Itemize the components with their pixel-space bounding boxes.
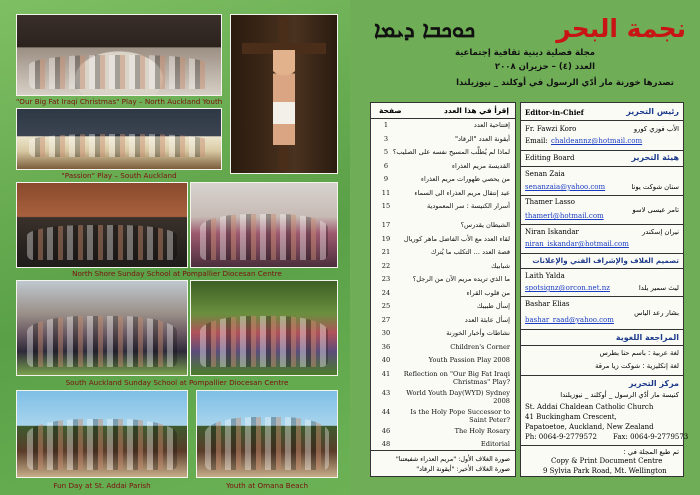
contents-page-number: 48: [381, 440, 391, 448]
contents-row: [371, 233, 515, 247]
contents-row: [371, 368, 515, 387]
contents-page-heading: صفحة: [379, 106, 402, 115]
contents-page-number: 3: [383, 134, 389, 143]
contents-item-title: The Holy Rosary: [454, 426, 510, 435]
address-line-1: St. Addai Chaldean Catholic Church: [525, 403, 654, 411]
contents-item-title: قصة العدد ... التكلب ما يُترك: [430, 248, 510, 256]
contents-box: [370, 102, 516, 477]
fax-number: Fax: 0064-9-2779573: [613, 433, 689, 441]
arabic-reviewer: لغة عربية : باسم حنا بطرس: [599, 349, 679, 357]
contents-page-number: 46: [381, 426, 391, 435]
front-cover-note: صورة الغلاف الأول: "مريم العذراء شفيعتنا": [395, 455, 510, 463]
contents-item-title: أسرار الكنيسة : سر المعمودية: [426, 202, 510, 210]
issue-number: العدد (٤) – حزيران ٢٠٠٨: [494, 62, 595, 72]
contents-item-title: الشيطان يقدرس؟: [460, 221, 510, 229]
contents-page-number: 44: [381, 407, 391, 416]
editor-email-link[interactable]: chaldeannz@hotmail.com: [551, 137, 643, 145]
publisher-line: تصدرها خورنة مار أدّي الرسول في أوكلند _ نيوزيلندا: [456, 78, 674, 88]
contents-row: [371, 246, 515, 260]
cover-notes: [371, 450, 515, 476]
contents-page-number: 27: [381, 315, 391, 324]
contents-row: [371, 314, 515, 328]
contents-row: [371, 260, 515, 274]
magazine-subtitle: مجلة فصلية دينية ثقافية إجتماعية: [454, 48, 595, 58]
contents-page-number: 23: [381, 275, 391, 283]
editor-heading-en: Editor-in-Chief: [525, 108, 584, 117]
designer-1-email[interactable]: spotsignz@orcon.net.nz: [525, 284, 610, 292]
contents-page-number: 19: [381, 234, 391, 243]
address-line-2: 41 Buckingham Crescent,: [525, 413, 617, 421]
contents-row: [371, 146, 515, 160]
designer-1-ar: ليث سمير يلدا: [638, 284, 679, 292]
contents-row: [371, 300, 515, 314]
contents-row: [371, 119, 515, 133]
editor-email-label: Email:: [525, 137, 548, 145]
contents-item-title: أيقونة العدد "الرقاد": [454, 134, 510, 143]
editorial-centre-church: كنيسة مار أدّي الرسول _ أوكلند _ نيوزيلندا: [560, 391, 679, 399]
phone-number: Ph: 0064-9-2779572: [525, 433, 597, 441]
contents-item-title: World Youth Day(WYD) Sydney 2008: [406, 388, 510, 405]
contents-page-number: 15: [381, 202, 391, 210]
contents-item-title: ما الذي تريده مريم الآن من الرجل؟: [412, 275, 510, 283]
contents-item-title: Editorial: [480, 440, 510, 448]
contents-row: [371, 425, 515, 439]
member-1-ar: سنان شوكت يونا: [631, 183, 679, 191]
contents-row: [371, 327, 515, 341]
arabic-title: نجمة البحر: [556, 14, 686, 43]
editor-name-ar: الأب فوزي كورو: [633, 125, 679, 133]
contents-item-title: Reflection on "Our Big Fat Iraqi Christmas" Play?: [403, 369, 510, 386]
english-reviewer: لغة إنكليزية : شوكت زيا مرقة: [595, 362, 679, 370]
contents-row: [371, 273, 515, 287]
contents-item-title: القديسة مريم العذراء: [451, 161, 510, 170]
photo-passion-play: [16, 108, 222, 170]
contents-item-title: شبابيك: [491, 261, 510, 270]
contents-page-number: 21: [381, 248, 391, 256]
contents-item-title: إسأل طبيبك: [476, 302, 510, 310]
member-2-en: Thamer Lasso: [525, 198, 575, 206]
member-3-en: Niran Iskandar: [525, 228, 579, 236]
designer-2-email[interactable]: bashar_raad@yahoo.com: [525, 316, 614, 324]
contents-row: [371, 354, 515, 368]
member-2-ar: تامر عيسى لاسو: [632, 206, 679, 214]
syriac-title: ܟܘܟܒܐ ܕܝܡܐ: [374, 18, 476, 43]
designer-2-ar: بشار رعد الياس: [634, 309, 679, 317]
contents-page-number: 30: [381, 329, 391, 337]
caption-passion-play: "Passion" Play – South Auckland: [61, 171, 177, 180]
printing-heading: تم طبع المجلة في :: [623, 448, 679, 456]
contents-row: [371, 341, 515, 355]
language-review-heading: المراجعة اللغوية: [615, 333, 679, 342]
editor-heading-ar: رئيس التحرير: [626, 107, 679, 116]
member-3-ar: نيران إسكندر: [642, 228, 679, 236]
staff-box: [520, 102, 689, 477]
printer-name: Copy & Print Document Centre: [551, 457, 663, 465]
contents-title: إقرأ في هذا العدد: [444, 106, 509, 115]
contents-item-title: لماذا لم يُطلَّب المسيح نفسه على الصليب؟: [392, 148, 510, 156]
photo-christmas-play: [16, 14, 222, 96]
contents-page-number: 22: [381, 261, 391, 270]
contents-page-number: 40: [381, 356, 391, 364]
contents-page-number: 5: [383, 148, 389, 156]
caption-south-auckland: South Auckland Sunday School at Pompallier Diocesan Centre: [65, 378, 289, 387]
contents-item-title: Children's Corner: [450, 342, 510, 351]
contents-list: [371, 119, 515, 452]
contents-page-number: 1: [383, 121, 389, 129]
contents-item-title: من قلوب القراء: [466, 288, 510, 297]
contents-row: [371, 173, 515, 187]
contents-page-number: 25: [381, 302, 391, 310]
member-1-en: Senan Zaia: [525, 170, 565, 178]
board-heading-ar: هيئة التحرير: [631, 153, 679, 162]
contents-item-title: عيد إنتقال مريم العذراء الى السماء: [414, 188, 510, 197]
board-heading-en: Editing Board: [525, 154, 575, 162]
contents-page-number: 9: [383, 175, 389, 183]
photo-north-shore-2: [190, 182, 338, 268]
contents-row: [371, 187, 515, 201]
contents-item-title: من يحصي ظهورات مريم العذراء: [420, 175, 510, 183]
contents-page-number: 11: [381, 188, 391, 197]
photo-fun-day: [16, 390, 188, 478]
contents-item-title: Is the Holy Pope Successor to Saint Peter?: [410, 407, 510, 424]
photo-north-shore-1: [16, 182, 188, 268]
member-2-email[interactable]: thamerl@hotmail.com: [525, 212, 604, 220]
photo-omana-beach: [196, 390, 338, 478]
photo-south-auckland-1: [16, 280, 188, 376]
contents-row: [371, 387, 515, 406]
contents-row: [371, 219, 515, 233]
contents-header: [371, 103, 515, 119]
contents-row: [371, 406, 515, 425]
member-1-email[interactable]: senanzaia@yahoo.com: [525, 183, 606, 191]
contents-item-title: لقاء العدد مع الأب الفاضل ماهر كوريال: [403, 234, 510, 243]
design-heading: تصميم الغلاف والإشراف الفني والإعلانات: [532, 256, 679, 265]
contents-page-number: 36: [381, 342, 391, 351]
contents-row: [371, 200, 515, 219]
info-page: [350, 0, 700, 495]
contents-item-title: إفتتاحية العدد: [473, 121, 510, 129]
back-cover-note: صورة الغلاف الأخير: "أيقونة الرقاد": [416, 465, 510, 473]
address-line-3: Papatoetoe, Auckland, New Zealand: [525, 423, 654, 431]
contents-item-title: إسأل عابئة العدد: [464, 315, 510, 324]
contents-page-number: 41: [381, 369, 391, 378]
caption-north-shore: North Shore Sunday School at Pompallier Diocesan Centre: [72, 269, 282, 278]
contents-row: [371, 287, 515, 301]
printer-address: 9 Sylvia Park Road, Mt. Wellington: [543, 467, 667, 475]
editor-name-en: Fr. Fawzi Koro: [525, 125, 577, 133]
caption-christmas-play: "Our Big Fat Iraqi Christmas" Play – North Auckland Youth: [16, 97, 223, 106]
caption-omana-beach: Youth at Omana Beach: [225, 481, 309, 490]
designer-2-en: Bashar Elias: [525, 300, 570, 308]
contents-item-title: Youth Passion Play 2008: [428, 356, 510, 364]
member-3-email[interactable]: niran_iskandar@hotmail.com: [525, 240, 629, 248]
contents-page-number: 43: [381, 388, 391, 397]
contents-page-number: 17: [381, 221, 391, 229]
designer-1-en: Laith Yalda: [525, 272, 565, 280]
editorial-centre-heading: مركز التحرير: [628, 379, 679, 388]
photo-passion-play-cross: [230, 14, 338, 174]
contents-row: [371, 133, 515, 147]
contents-page-number: 24: [381, 288, 391, 297]
caption-fun-day: Fun Day at St. Addai Parish: [53, 481, 151, 490]
contents-item-title: نشاطات وأخبار الخورنة: [446, 329, 510, 337]
contents-row: [371, 160, 515, 174]
photo-south-auckland-2: [190, 280, 338, 376]
contents-page-number: 6: [383, 161, 389, 170]
